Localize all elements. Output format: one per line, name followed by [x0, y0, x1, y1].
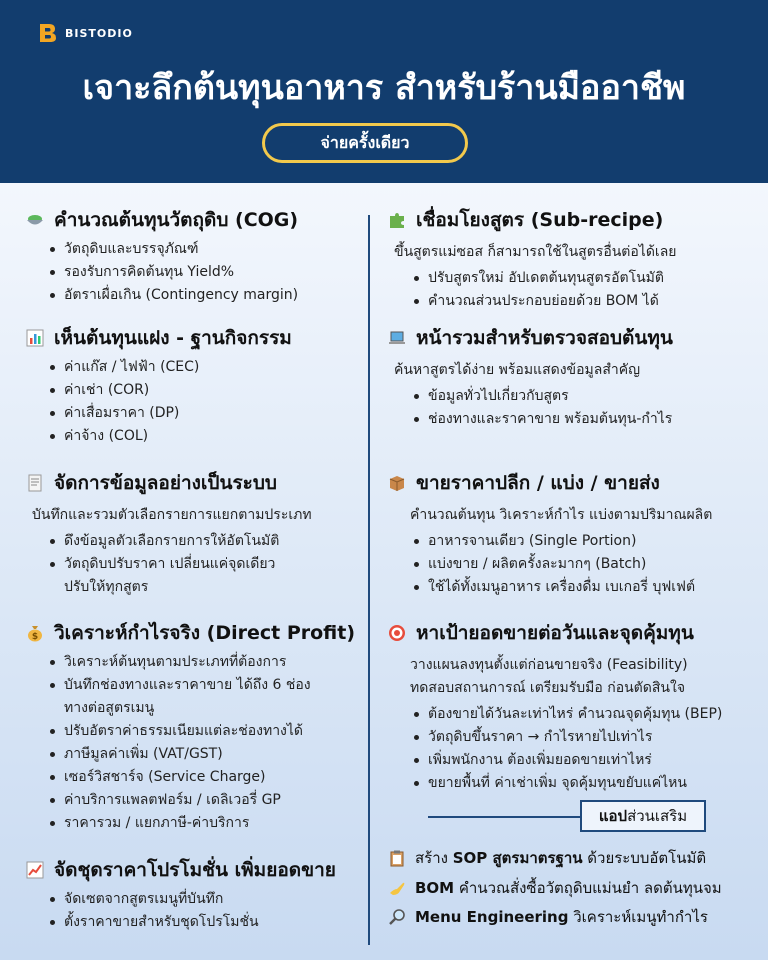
item-list — [64, 651, 355, 835]
section-title: วิเคราะห์กำไรจริง (Direct Profit) — [54, 622, 356, 644]
list-item: ราคารวม / แยกภาษี-ค่าบริการ — [64, 812, 355, 835]
item-list — [428, 267, 677, 313]
section-description — [410, 654, 722, 700]
addon-row-text-post: วิเคราะห์เมนูทำกำไร — [568, 908, 708, 926]
list-item: วัตถุดิบปรับราคา เปลี่ยนแค่จุดเดียว — [64, 553, 312, 576]
list-item: เซอร์วิสชาร์จ (Service Charge) — [64, 766, 355, 789]
addon-row-menu-engineering — [388, 905, 708, 929]
addon-label-bold: แอป — [598, 807, 628, 825]
item-list — [64, 530, 312, 599]
magnifier-icon — [388, 908, 406, 926]
list-item: รองรับการคิดต้นทุน Yield% — [64, 261, 298, 284]
list-item: ใช้ได้ทั้งเมนูอาหาร เครื่องดื่ม เบเกอรี่ บุฟเฟต์ — [428, 576, 712, 599]
section-data-management — [26, 468, 312, 599]
clipboard-icon — [388, 849, 406, 867]
document-icon — [26, 474, 44, 492]
addon-row-text-bold: BOM — [415, 879, 455, 897]
addon-row-bom — [388, 876, 722, 900]
list-item: ค่าเช่า (COR) — [64, 379, 292, 402]
addon-row-sop — [388, 846, 706, 870]
section-description: ค้นหาสูตรได้ง่าย พร้อมแสดงข้อมูลสำคัญ — [394, 362, 641, 378]
section-title: เห็นต้นทุนแฝง - ฐานกิจกรรม — [54, 327, 292, 349]
list-item: ตั้งราคาขายสำหรับชุดโปรโมชั่น — [64, 911, 336, 934]
list-item: ปรับสูตรใหม่ อัปเดตต้นทุนสูตรอัตโนมัติ — [428, 267, 677, 290]
section-breakeven — [388, 618, 722, 795]
item-list — [428, 703, 722, 795]
section-description: คำนวณต้นทุน วิเคราะห์กำไร แบ่งตามปริมาณผลิต — [410, 507, 713, 523]
addon-connector-line — [428, 816, 580, 818]
list-item: ช่องทางและราคาขาย พร้อมต้นทุน-กำไร — [428, 408, 673, 431]
list-item: ดึงข้อมูลตัวเลือกรายการให้อัตโนมัติ — [64, 530, 312, 553]
list-item: ค่าจ้าง (COL) — [64, 425, 292, 448]
laptop-icon — [388, 329, 406, 347]
list-item: คำนวณส่วนประกอบย่อยด้วย BOM ได้ — [428, 290, 677, 313]
salad-bowl-icon — [26, 211, 44, 229]
list-item: ต้องขายได้วันละเท่าไหร่ คำนวณจุดคุ้มทุน (BEP) — [428, 703, 722, 726]
bar-chart-icon — [26, 329, 44, 347]
item-list — [428, 385, 673, 431]
section-retail-wholesale — [388, 468, 712, 599]
addon-label-rest: ส่วนเสริม — [627, 807, 688, 825]
package-icon — [388, 474, 406, 492]
list-item: วัตถุดิบขึ้นราคา → กำไรหายไปเท่าไร — [428, 726, 722, 749]
item-list — [64, 888, 336, 934]
target-icon — [388, 624, 406, 642]
description-line: ทดสอบสถานการณ์ เตรียมรับมือ ก่อนตัดสินใจ — [410, 680, 686, 696]
addon-row-text-bold: SOP สูตรมาตรฐาน — [452, 849, 583, 867]
trend-up-icon — [26, 861, 44, 879]
addon-row-text-pre: สร้าง — [415, 849, 453, 867]
list-item: ขยายพื้นที่ ค่าเช่าเพิ่ม จุดคุ้มทุนขยับแค่ไหน — [428, 772, 722, 795]
list-item: จัดเซตจากสูตรเมนูที่บันทึก — [64, 888, 336, 911]
item-list — [64, 356, 292, 448]
list-item-continuation: ทางต่อสูตรเมนู — [64, 700, 155, 716]
list-item: ค่าเสื่อมราคา (DP) — [64, 402, 292, 425]
page-title: เจาะลึกต้นทุนอาหาร สำหรับร้านมืออาชีพ — [82, 68, 686, 108]
section-hidden-cost — [26, 323, 292, 448]
section-title: หน้ารวมสำหรับตรวจสอบต้นทุน — [416, 327, 673, 349]
section-promotion — [26, 855, 336, 934]
addon-row-text-bold: Menu Engineering — [415, 908, 569, 926]
list-item: ค่าแก๊ส / ไฟฟ้า (CEC) — [64, 356, 292, 379]
list-item: ค่าบริการแพลตฟอร์ม / เดลิเวอรี่ GP — [64, 789, 355, 812]
section-sub-recipe — [388, 205, 677, 313]
section-title: หาเป้ายอดขายต่อวันและจุดคุ้มทุน — [416, 622, 694, 644]
list-item: วิเคราะห์ต้นทุนตามประเภทที่ต้องการ — [64, 651, 355, 674]
money-bag-icon — [26, 624, 44, 642]
list-item: วัตถุดิบและบรรจุภัณฑ์ — [64, 238, 298, 261]
addon-label-box — [580, 800, 706, 832]
list-item-continuation: ปรับให้ทุกสูตร — [64, 579, 149, 595]
section-cog — [26, 205, 298, 307]
list-item: เพิ่มพนักงาน ต้องเพิ่มยอดขายเท่าไหร่ — [428, 749, 722, 772]
list-item: ข้อมูลทั่วไปเกี่ยวกับสูตร — [428, 385, 673, 408]
list-item: อาหารจานเดียว (Single Portion) — [428, 530, 712, 553]
item-list — [64, 238, 298, 307]
column-divider — [368, 215, 370, 945]
section-title: ขายราคาปลีก / แบ่ง / ขายส่ง — [416, 472, 660, 494]
puzzle-icon — [388, 211, 406, 229]
brand — [37, 22, 133, 44]
section-description: ขึ้นสูตรแม่ซอส ก็สามารถใช้ในสูตรอื่นต่อได้เลย — [394, 244, 677, 260]
list-item: ภาษีมูลค่าเพิ่ม (VAT/GST) — [64, 743, 355, 766]
section-title: เชื่อมโยงสูตร (Sub-recipe) — [416, 209, 664, 231]
addon-row-text-post: คำนวณสั่งซื้อวัตถุดิบแม่นยำ ลดต้นทุนจม — [454, 879, 722, 897]
description-line: วางแผนลงทุนตั้งแต่ก่อนขายจริง (Feasibility) — [410, 657, 688, 673]
pinching-hand-icon — [388, 879, 406, 897]
section-title: จัดการข้อมูลอย่างเป็นระบบ — [54, 472, 277, 494]
section-cost-dashboard — [388, 323, 673, 431]
svg-text:$: $ — [31, 632, 39, 642]
section-direct-profit — [26, 618, 355, 835]
list-item: บันทึกช่องทางและราคาขาย ได้ถึง 6 ช่อง — [64, 674, 355, 697]
addon-row-text-post: ด้วยระบบอัตโนมัติ — [582, 849, 707, 867]
section-title: คำนวณต้นทุนวัตถุดิบ (COG) — [54, 209, 299, 231]
section-title: จัดชุดราคาโปรโมชั่น เพิ่มยอดขาย — [54, 859, 336, 881]
one-time-payment-badge: จ่ายครั้งเดียว — [262, 123, 468, 163]
brand-name: BISTODIO — [65, 26, 133, 40]
list-item: ปรับอัตราค่าธรรมเนียมแต่ละช่องทางได้ — [64, 720, 355, 743]
bistodio-logo-icon — [37, 22, 59, 44]
list-item: อัตราเผื่อเกิน (Contingency margin) — [64, 284, 298, 307]
section-description: บันทึกและรวมตัวเลือกรายการแยกตามประเภท — [32, 507, 312, 523]
header-banner — [0, 0, 768, 183]
item-list — [428, 530, 712, 599]
list-item: แบ่งขาย / ผลิตครั้งละมากๆ (Batch) — [428, 553, 712, 576]
